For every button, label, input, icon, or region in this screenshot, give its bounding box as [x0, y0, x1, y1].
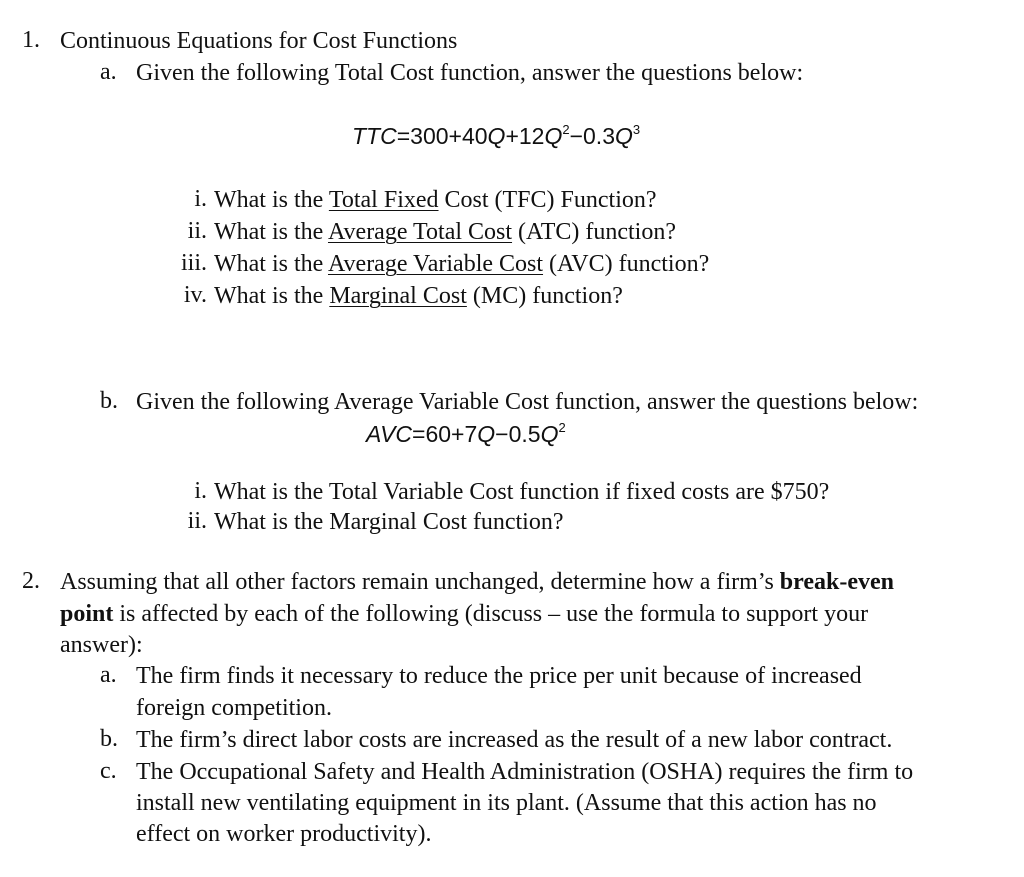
eq-var: Q [477, 421, 496, 447]
eq-part: −0.5 [495, 421, 541, 447]
q1a-text: Given the following Total Cost function, answer the questions below: [136, 60, 804, 86]
q1b-i-text: What is the Total Variable Cost function if fixed costs are $750? [214, 479, 830, 505]
q1b-ii-num: ii. [187, 508, 207, 534]
q2-line3: answer): [60, 632, 143, 658]
q1b-text: Given the following Average Variable Cost function, answer the questions below: [136, 389, 919, 415]
q-post: Cost (TFC) Function? [438, 187, 657, 213]
q2b-line: The firm’s direct labor costs are increased as the result of a new labor contract. [136, 727, 893, 753]
q1a-ii-num: ii. [187, 218, 207, 244]
q1b-ii-text: What is the Marginal Cost function? [214, 509, 564, 535]
q1a-iv-text [214, 282, 623, 310]
eq-exponent: 2 [558, 420, 566, 435]
q2c-line: install new ventilating equipment in its plant. (Assume that this action has no [136, 790, 877, 816]
q1-number: 1. [22, 27, 40, 53]
eq-part: +12 [505, 123, 545, 149]
q-pre: What is the [214, 219, 328, 245]
q-pre: What is the [214, 251, 328, 277]
q-term: Average Variable Cost [327, 251, 544, 277]
q2-bold-term: break-even [779, 569, 895, 595]
eq-exponent: 3 [632, 122, 641, 137]
q2-bold-term: point [60, 601, 114, 627]
q-term: Average Total Cost [327, 219, 513, 245]
q2a-line: foreign competition. [136, 695, 332, 721]
eq-var: Q [614, 123, 633, 149]
q1a-iii-text [214, 250, 709, 278]
q1a-i-num: i. [194, 186, 207, 212]
q1-title: Continuous Equations for Cost Functions [60, 28, 458, 54]
q-term: Marginal Cost [329, 283, 467, 309]
q2c-line: The Occupational Safety and Health Administration (OSHA) requires the firm to [136, 759, 914, 785]
eq-var: Q [540, 421, 559, 447]
eq-exponent: 2 [562, 122, 570, 137]
q-term: Total Fixed [328, 187, 439, 213]
q1b-label: b. [100, 388, 118, 414]
q-pre: What is the [214, 283, 330, 309]
q1a-i-text [214, 186, 657, 214]
q-post: (ATC) function? [512, 219, 677, 245]
q2a-label: a. [100, 662, 117, 688]
q1b-i-num: i. [194, 478, 207, 504]
q2-line2 [60, 600, 868, 628]
q1a-iv-num: iv. [183, 282, 207, 308]
eq-var: Q [487, 123, 506, 149]
ttc-equation [352, 122, 640, 150]
avc-equation [366, 420, 566, 448]
eq-part: =300+40 [396, 123, 488, 149]
q1a-label: a. [100, 59, 117, 85]
q2a-line: The firm finds it necessary to reduce the price per unit because of increased [136, 663, 862, 689]
q2-line1 [60, 568, 894, 596]
q2-line2-text: is affected by each of the following (discuss – use the formula to support your [113, 601, 869, 627]
eq-lhs: TTC [352, 123, 397, 149]
eq-var: Q [544, 123, 563, 149]
q-pre: What is the [214, 187, 329, 213]
q2b-label: b. [100, 726, 118, 752]
eq-lhs: AVC [366, 421, 413, 447]
q2c-line: effect on worker productivity). [136, 821, 432, 847]
q2c-label: c. [100, 758, 117, 784]
q1a-ii-text [214, 218, 676, 246]
eq-part: −0.3 [569, 123, 615, 149]
q2-line1-text: Assuming that all other factors remain unchanged, determine how a firm’s [60, 569, 780, 595]
eq-part: =60+7 [412, 421, 478, 447]
q1a-iii-num: iii. [180, 250, 207, 276]
q2-number: 2. [22, 568, 40, 594]
q-post: (MC) function? [466, 283, 623, 309]
q-post: (AVC) function? [543, 251, 710, 277]
